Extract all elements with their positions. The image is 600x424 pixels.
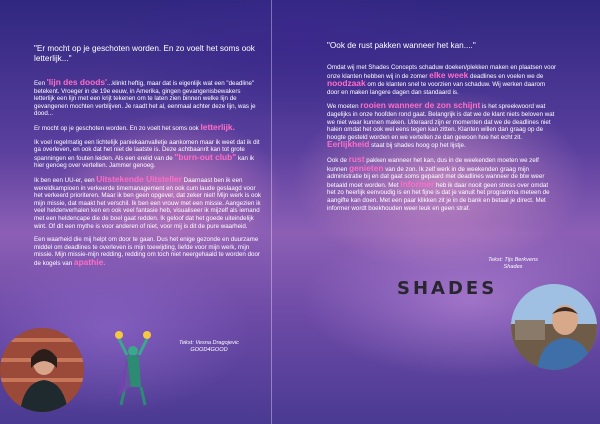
hero-figure-illustration <box>113 327 153 407</box>
emphasis-rust: rust <box>348 153 365 164</box>
right-paragraph-2: We moeten rooien wanneer de zon schijnt is het spreekwoord wat dagelijks in onze hoofden rond gaat. Belangrijk is dat we de klant niets beloven wat we niet waar kunnen maken. Uiteraard zijn er momenten dat we de deadlines niet halen omdat het ook wel eens tegen kan zitten. Klanten willen dan graag op de hoogte gesteld worden en we vertellen ze dan gewoon hoe het echt zit. Eerlijkheid staat bij shades hoog op het lijstje. <box>327 100 555 150</box>
left-pull-quote: "Er mocht op je geschoten worden. En zo voelt het soms ook letterlijk..." <box>34 44 255 63</box>
left-credit-author: Tekst: Vesna Dragojevic <box>179 340 239 346</box>
shades-logo: SHADES <box>397 278 498 299</box>
emphasis-uitstekende-uitsteller: Uitstekende Uitsteller <box>96 173 182 184</box>
emphasis-lijn-des-doods: 'lijn des doods' <box>46 77 108 87</box>
emphasis-letterlijk: letterlijk. <box>200 121 235 132</box>
emphasis-eerlijkheid: Eerlijkheid <box>327 139 370 150</box>
left-paragraph-5: Een waarheid die mij helpt om door te gaan. Dus het enige gezonde en duurzame middel om deadlines te overleven is mijn toewijding, liefde voor mijn werk, mijn missie. Mijn missie-mijn redding, redding om toch niet neergehaald te worden door de kogels van apathie. <box>34 236 260 267</box>
left-article <box>34 44 262 273</box>
left-paragraph-1: Een 'lijn des doods'...klinkt heftig, maar dat is eigenlijk wat een "deadline" betekent. Vroeger in de 19e eeuw, in Amerika, gingen gevangenisbewakers letterlijk een lijn met een krijt tekenen om te laten zien binnen welke lijn de gevangenen mochten verblijven. Je raadt het al, eenmaal achter deze lijn, was je dood... <box>34 77 256 118</box>
author-photo-vesna <box>0 328 84 412</box>
left-paragraph-3: Ik voel regelmatig een lichtelijk paniekaanvalletje aankomen maar ik weet dat ik dit ga overleven, en ook dat het niet de laatste is. Deze achtbaanrit kan tot grote spanningen en fouten leiden. Als een erelid van de "burn-out club" kan ik hier genoeg over vertellen. Jammer genoeg. <box>34 138 260 170</box>
right-credit-author: Tekst: Tijs Berkvens <box>488 257 538 263</box>
page-fold <box>271 0 272 424</box>
emphasis-informer: informer <box>400 178 435 189</box>
left-credit <box>164 340 254 354</box>
portrait-illustration <box>0 328 84 412</box>
right-credit <box>478 257 548 271</box>
emphasis-elke-week: elke week <box>429 69 469 80</box>
left-credit-org: GOOD4GOOD <box>190 347 228 353</box>
right-paragraph-3: Ook de rust pakken wanneer het kan, dus in de weekenden moeten we zelf kunnen genieten van de zon. Ik zelf werk in de weekenden graag mijn administratie bij en dat gaat soms gepaard met deadlines wanneer de btw weer betaald moet worden. Met informer heb ik daar nooit geen stress over omdat het zo heerlijk eenvoudig is en het fijne is dat je vanuit het programma meteen de aangifte kan doen. Met een paar klikken zit je in de bank en betaal je direct. Met informer wordt boekhouden weer leuk en geen straf. <box>327 153 550 212</box>
left-paragraph-4: Ik ben een UU-er, een Uitstekende Uitsteller Daarnaast ben ik een wereldkampioen in verkeerde timemanagement en ook cum laude geslaagd voor het verkeerd prioriteren. Maar ik ben geen opgever, dat zeker niet! Mijn werk is ook mijn missie, dat maakt het verschil. Ik ben een vrouw met een missie. Aangezien ik veel heldenverhalen ken en ook veel fantasie heb, visualiseer ik mijzelf als iemand met een heldencape die de boel gaat redden. Ik geloof dat het goede uiteindelijk wint. Of dit een mythe is voor anderen of niet, voor mij is dit de pure waarheid. <box>34 173 261 230</box>
right-pull-quote: "Ook de rust pakken wanneer het kan...." <box>327 41 476 50</box>
emphasis-apathie: apathie. <box>73 256 106 267</box>
emphasis-rooien: rooien wanneer de zon schijnt <box>360 100 481 111</box>
emphasis-noodzaak: noodzaak <box>327 78 366 89</box>
portrait-illustration <box>511 284 597 370</box>
right-credit-org: Shades <box>503 264 523 270</box>
right-paragraph-1: Omdat wij met Shades Concepts schaduw doeken/plekken maken en plaatsen voor onze klanten hebben wij in de zomer elke week deadlines en voelen we de noodzaak om de klanten snel te voorzien van schaduw. Wij werken daarom door en maken langere dagen dan standaard is. <box>327 64 557 96</box>
right-article <box>327 41 557 218</box>
author-photo-tijs <box>511 284 597 370</box>
emphasis-burn-out-club: "burn-out club" <box>174 151 237 162</box>
left-paragraph-2: Er mocht op je geschoten worden. En zo voelt het soms ook letterlijk. <box>34 121 235 132</box>
emphasis-genieten: genieten <box>349 162 384 173</box>
